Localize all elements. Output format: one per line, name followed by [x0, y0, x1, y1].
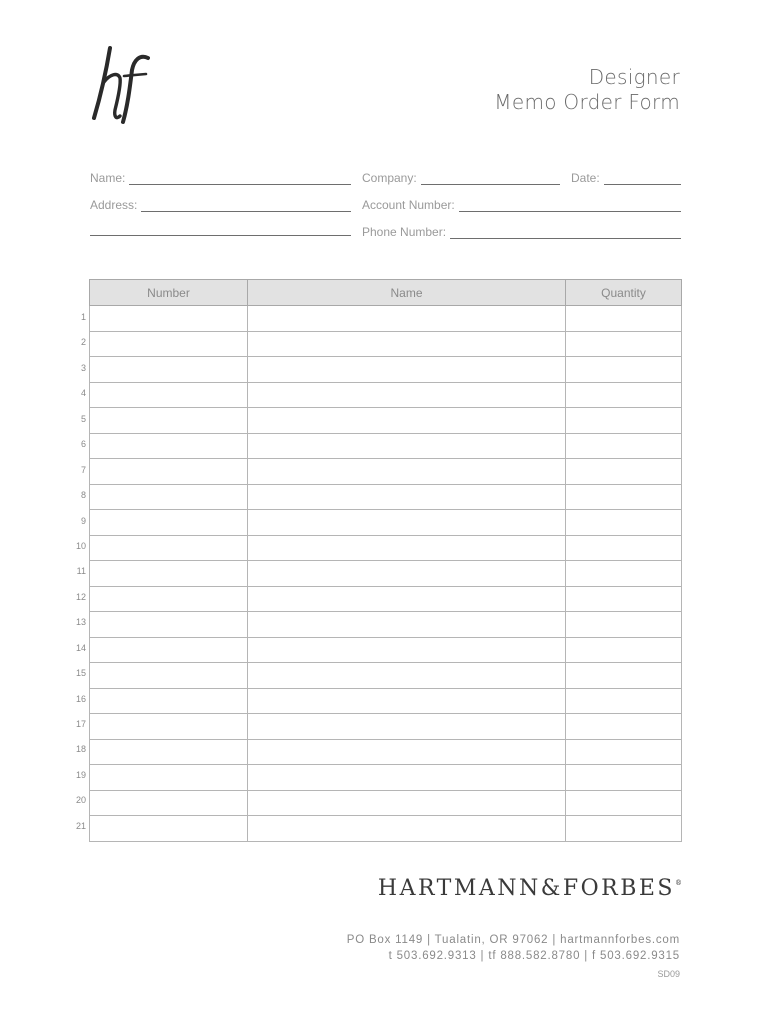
quantity-cell[interactable]	[566, 382, 682, 408]
table-header-row	[90, 280, 682, 306]
date-input-line[interactable]	[604, 174, 681, 185]
quantity-cell[interactable]	[566, 408, 682, 434]
address-line: PO Box 1149 | Tualatin, OR 97062 | hartmannforbes.com	[346, 934, 680, 946]
row-number: 15	[75, 668, 86, 679]
number-cell[interactable]	[90, 331, 248, 357]
name-field[interactable]	[90, 171, 351, 185]
table-row	[90, 535, 682, 561]
form-title-line1: Designer	[588, 65, 680, 89]
name-cell[interactable]	[248, 637, 566, 663]
order-table	[89, 279, 681, 842]
name-cell[interactable]	[248, 714, 566, 740]
name-cell[interactable]	[248, 663, 566, 689]
contact-info	[347, 932, 680, 964]
quantity-cell[interactable]	[566, 459, 682, 485]
name-cell[interactable]	[248, 765, 566, 791]
row-number: 11	[76, 566, 86, 577]
name-label: Name:	[90, 171, 126, 185]
row-number: 6	[80, 439, 86, 450]
row-number: 10	[75, 540, 86, 551]
date-field[interactable]	[571, 171, 681, 185]
form-title-line2: Memo Order Form	[494, 90, 680, 114]
name-cell[interactable]	[248, 612, 566, 638]
quantity-cell[interactable]	[566, 663, 682, 689]
hf-logo	[90, 46, 150, 126]
number-cell[interactable]	[90, 561, 248, 587]
name-cell[interactable]	[248, 790, 566, 816]
name-cell[interactable]	[248, 688, 566, 714]
name-cell[interactable]	[248, 561, 566, 587]
name-cell[interactable]	[248, 306, 566, 332]
table-row	[90, 688, 682, 714]
table-row	[90, 484, 682, 510]
header-number: Number	[90, 280, 248, 306]
row-number: 7	[80, 464, 86, 475]
row-number: 8	[80, 490, 86, 501]
account-number-label: Account Number:	[362, 198, 455, 212]
quantity-cell[interactable]	[566, 510, 682, 536]
address-label: Address:	[90, 198, 138, 212]
number-cell[interactable]	[90, 357, 248, 383]
phone-number-label: Phone Number:	[362, 225, 447, 239]
name-cell[interactable]	[248, 331, 566, 357]
name-cell[interactable]	[248, 484, 566, 510]
row-number: 4	[80, 388, 86, 399]
row-number: 13	[75, 617, 86, 628]
quantity-cell[interactable]	[566, 433, 682, 459]
name-cell[interactable]	[248, 408, 566, 434]
table-row	[90, 306, 682, 332]
row-number: 17	[75, 719, 86, 729]
brand-name: HARTMANN&FORBES	[377, 876, 675, 901]
phone-line: t 503.692.9313 | tf 888.582.8780 | f 503.692.9315	[388, 950, 680, 962]
brand-wordmark	[378, 876, 682, 901]
number-cell[interactable]	[90, 688, 248, 714]
number-cell[interactable]	[90, 816, 248, 842]
quantity-cell[interactable]	[566, 331, 682, 357]
name-cell[interactable]	[248, 535, 566, 561]
number-cell[interactable]	[90, 484, 248, 510]
row-number-column	[60, 305, 86, 839]
number-cell[interactable]	[90, 382, 248, 408]
name-cell[interactable]	[248, 816, 566, 842]
name-cell[interactable]	[248, 357, 566, 383]
row-number: 1	[80, 312, 86, 322]
table-row	[90, 586, 682, 612]
table-row	[90, 510, 682, 536]
header-name: Name	[248, 280, 566, 306]
number-cell[interactable]	[90, 510, 248, 536]
name-cell[interactable]	[248, 510, 566, 536]
table-row	[90, 612, 682, 638]
phone-number-input-line[interactable]	[450, 228, 681, 239]
number-cell[interactable]	[90, 306, 248, 332]
quantity-cell[interactable]	[566, 535, 682, 561]
quantity-cell[interactable]	[566, 790, 682, 816]
form-code: SD09	[657, 969, 680, 979]
table-row	[90, 714, 682, 740]
date-label: Date:	[571, 171, 600, 185]
name-cell[interactable]	[248, 586, 566, 612]
quantity-cell[interactable]	[566, 586, 682, 612]
row-number: 21	[75, 820, 86, 831]
table-body	[90, 306, 682, 842]
name-cell[interactable]	[248, 739, 566, 765]
quantity-cell[interactable]	[566, 306, 682, 332]
quantity-cell[interactable]	[566, 484, 682, 510]
quantity-cell[interactable]	[566, 714, 682, 740]
address-line2-field[interactable]	[90, 225, 351, 236]
address-field[interactable]	[90, 198, 351, 212]
quantity-cell[interactable]	[566, 637, 682, 663]
row-number: 5	[80, 413, 86, 424]
account-number-input-line[interactable]	[459, 201, 681, 212]
table-row	[90, 561, 682, 587]
table-row	[90, 433, 682, 459]
table-row	[90, 816, 682, 842]
number-cell[interactable]	[90, 765, 248, 791]
account-number-field[interactable]	[362, 198, 681, 212]
table-row	[90, 637, 682, 663]
number-cell[interactable]	[90, 535, 248, 561]
row-number: 20	[75, 795, 86, 806]
company-label: Company:	[362, 171, 417, 185]
table-row	[90, 382, 682, 408]
row-number: 16	[75, 693, 86, 704]
table-row	[90, 331, 682, 357]
quantity-cell[interactable]	[566, 739, 682, 765]
quantity-cell[interactable]	[566, 816, 682, 842]
number-cell[interactable]	[90, 739, 248, 765]
name-cell[interactable]	[248, 382, 566, 408]
name-input-line[interactable]	[129, 174, 351, 185]
quantity-cell[interactable]	[566, 357, 682, 383]
row-number: 3	[80, 362, 86, 373]
row-number: 18	[75, 744, 86, 755]
row-number: 14	[75, 642, 86, 653]
number-cell[interactable]	[90, 714, 248, 740]
number-cell[interactable]	[90, 663, 248, 689]
number-cell[interactable]	[90, 790, 248, 816]
company-input-line[interactable]	[421, 174, 560, 185]
address-input-line[interactable]	[141, 201, 351, 212]
quantity-cell[interactable]	[566, 765, 682, 791]
row-number: 9	[80, 515, 86, 526]
header-quantity: Quantity	[566, 280, 682, 306]
quantity-cell[interactable]	[566, 688, 682, 714]
table-row	[90, 408, 682, 434]
company-field[interactable]	[362, 171, 560, 185]
hf-monogram-icon	[90, 46, 150, 126]
number-cell[interactable]	[90, 612, 248, 638]
table-row	[90, 739, 682, 765]
table-row	[90, 357, 682, 383]
address-line2-input-line[interactable]	[90, 225, 351, 236]
number-cell[interactable]	[90, 459, 248, 485]
row-number: 12	[75, 591, 86, 602]
number-cell[interactable]	[90, 637, 248, 663]
form-title	[494, 65, 680, 115]
table-row	[90, 459, 682, 485]
table-row	[90, 663, 682, 689]
trademark-symbol: ®	[675, 879, 682, 887]
phone-number-field[interactable]	[362, 225, 681, 239]
row-number: 2	[80, 337, 86, 348]
name-cell[interactable]	[248, 459, 566, 485]
quantity-cell[interactable]	[566, 612, 682, 638]
row-number: 19	[75, 769, 86, 780]
name-cell[interactable]	[248, 433, 566, 459]
number-cell[interactable]	[90, 433, 248, 459]
number-cell[interactable]	[90, 586, 248, 612]
table-row	[90, 765, 682, 791]
number-cell[interactable]	[90, 408, 248, 434]
table-row	[90, 790, 682, 816]
quantity-cell[interactable]	[566, 561, 682, 587]
